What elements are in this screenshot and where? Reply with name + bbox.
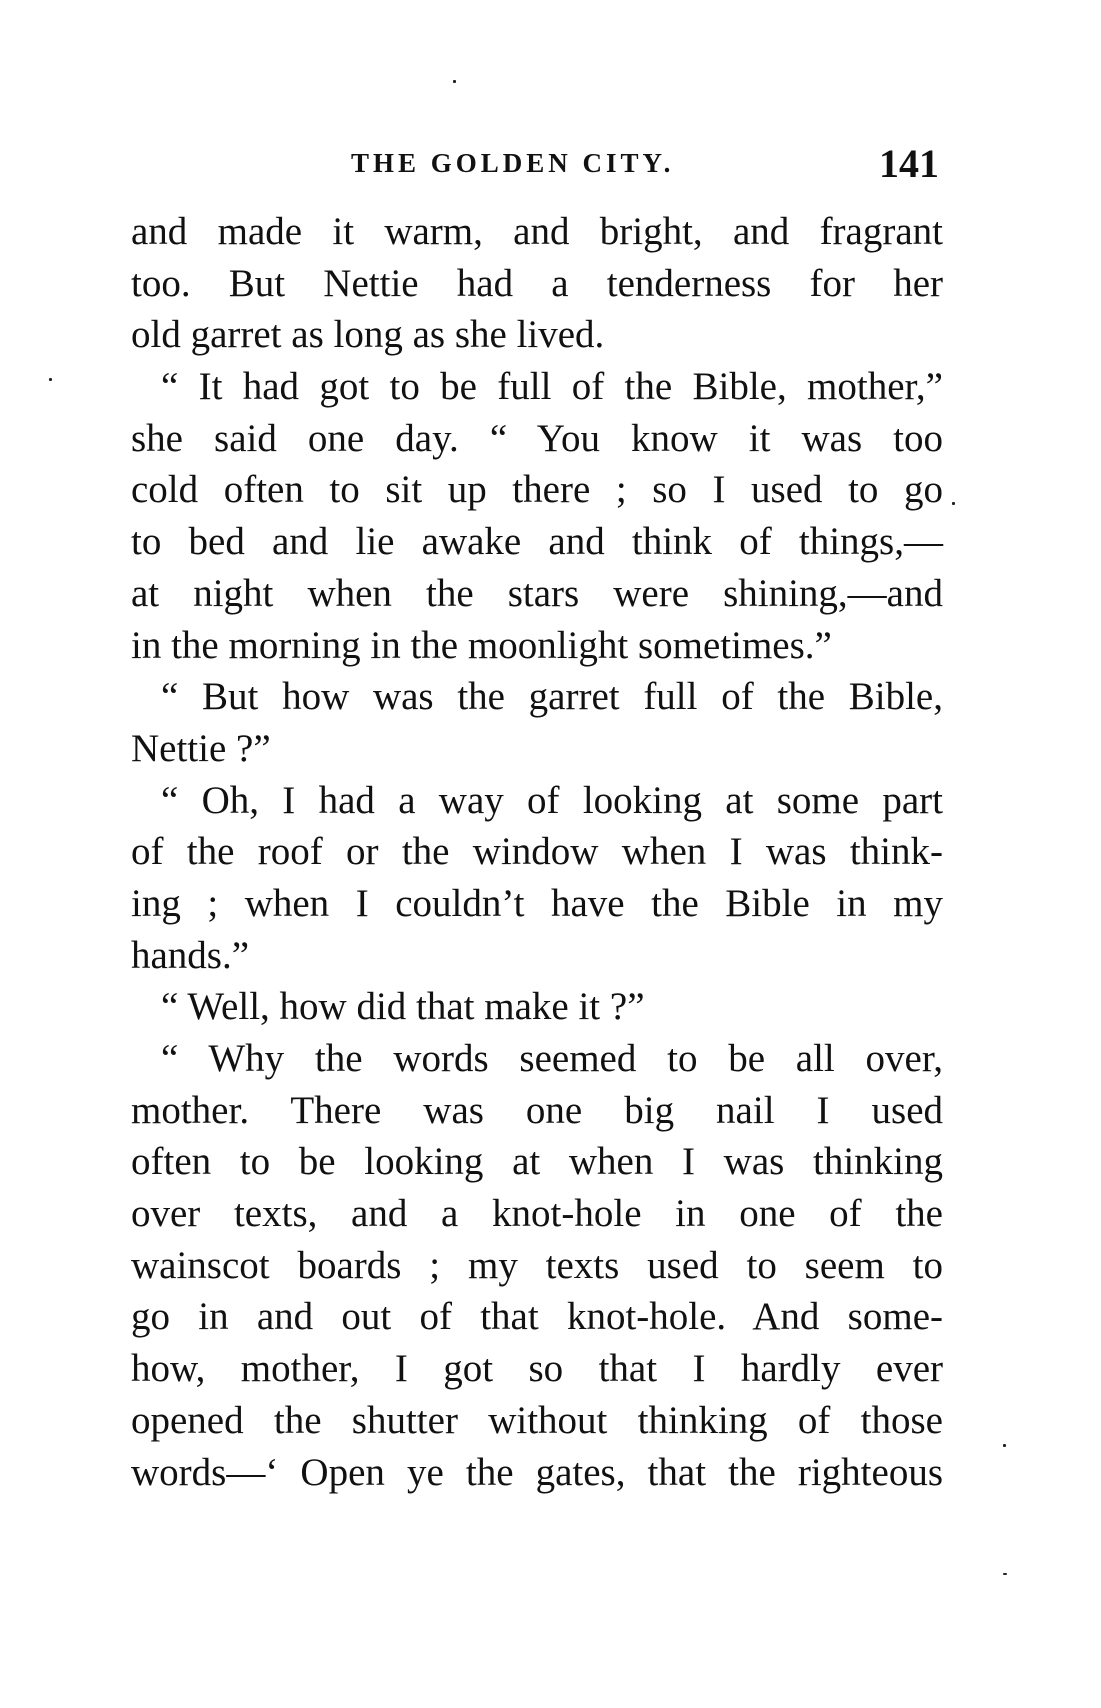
text-line: “ But how was the garret full of the Bible, bbox=[161, 675, 943, 719]
text-line: how, mother, I got so that I hardly ever bbox=[131, 1347, 943, 1391]
text-line: she said one day. “ You know it was too bbox=[131, 416, 943, 460]
text-line: to bed and lie awake and think of things,— bbox=[131, 520, 943, 564]
running-head: THE GOLDEN CITY. bbox=[351, 148, 675, 178]
text-line: “ Well, how did that make it ?” bbox=[161, 985, 645, 1029]
text-line: of the roof or the window when I was think- bbox=[131, 830, 943, 874]
text-line: hands.” bbox=[131, 933, 250, 977]
text-line: mother. There was one big nail I used bbox=[131, 1088, 943, 1132]
scan-speck bbox=[1003, 1573, 1007, 1575]
text-line: Nettie ?” bbox=[131, 726, 271, 770]
scan-speck bbox=[952, 502, 955, 505]
text-line: “ Why the words seemed to be all over, bbox=[161, 1037, 943, 1080]
text-line: wainscot boards ; my texts used to seem to bbox=[131, 1243, 943, 1287]
scan-speck bbox=[49, 378, 52, 381]
page-number: 141 bbox=[879, 141, 939, 186]
text-line: and made it warm, and bright, and fragrant bbox=[131, 210, 943, 253]
scan-speck bbox=[1003, 1444, 1006, 1447]
text-line: too. But Nettie had a tenderness for her bbox=[131, 261, 943, 305]
text-line: ing ; when I couldn’t have the Bible in my bbox=[131, 881, 943, 925]
text-line: “ It had got to be full of the Bible, mother,” bbox=[161, 365, 943, 409]
text-line: often to be looking at when I was thinking bbox=[131, 1140, 943, 1184]
text-line: words—‘ Open ye the gates, that the righteous bbox=[131, 1450, 943, 1494]
text-line: go in and out of that knot-hole. And some- bbox=[131, 1295, 943, 1339]
text-line: over texts, and a knot-hole in one of the bbox=[131, 1192, 943, 1236]
scan-speck bbox=[453, 80, 456, 83]
text-line: cold often to sit up there ; so I used to go bbox=[131, 468, 943, 512]
text-line: “ Oh, I had a way of looking at some part bbox=[161, 778, 943, 822]
text-line: opened the shutter without thinking of those bbox=[131, 1398, 943, 1442]
page-header bbox=[131, 140, 943, 190]
text-line: in the morning in the moonlight sometimes.” bbox=[131, 623, 832, 667]
text-line: at night when the stars were shining,—and bbox=[131, 571, 943, 615]
text-line: old garret as long as she lived. bbox=[131, 313, 605, 357]
body-text bbox=[131, 206, 943, 1498]
